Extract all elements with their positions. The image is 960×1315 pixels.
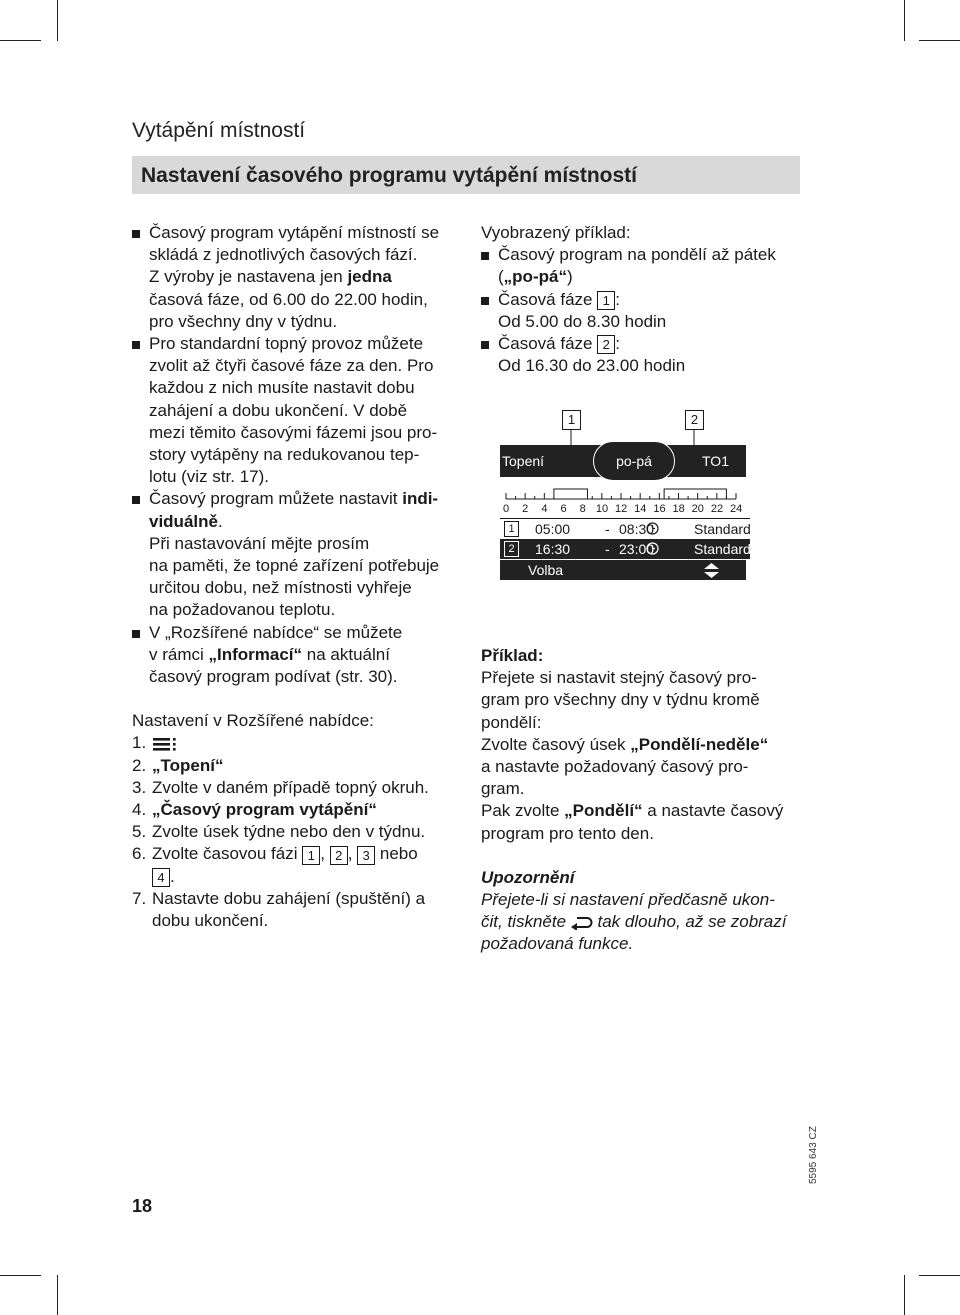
step-1: 1.: [132, 732, 467, 754]
step-5: 5. Zvolte úsek týdne nebo den v týdnu.: [132, 822, 426, 842]
step-2: 2. „Topení“: [132, 755, 224, 775]
phase-marker-1: 1: [562, 410, 581, 430]
example-intro: Vyobrazený příklad:: [481, 223, 631, 242]
select-row[interactable]: [500, 560, 746, 580]
phase-box-3: 3: [357, 846, 375, 865]
document-code: 5595 643 CZ: [808, 1126, 819, 1184]
row-index: 1: [504, 521, 519, 537]
note-title: Upozornění: [481, 867, 575, 887]
hour-tick-label: 14: [634, 503, 647, 515]
hour-tick-label: 24: [730, 503, 743, 515]
day-selector[interactable]: po-pá: [593, 441, 675, 481]
left-column: [132, 222, 467, 932]
hour-tick-label: 22: [710, 503, 724, 515]
page-number: 18: [132, 1196, 153, 1216]
clock-icon: [646, 522, 659, 535]
bullet-1: Časový program vytápění místností se skládá z jednotlivých časových fází. Z výroby je nastavena jen jedna časová fáze, od 6.00 do 22.00 hodin, pro všechny dny v týdnu.: [132, 222, 467, 333]
phase-block: [554, 489, 588, 499]
phase-mode: Standard: [694, 521, 751, 537]
phase-end: 08:30: [619, 521, 655, 537]
bullet-square: [132, 341, 140, 349]
bullet-3: Časový program můžete nastavit indi- viduálně. Při nastavování mějte prosím na paměti, že topné zařízení potřebuje určitou dobu, než místnosti vyhřeje na požadovanou teplotu.: [132, 488, 467, 621]
select-label: Volba: [528, 562, 564, 578]
hour-tick-label: 0: [503, 503, 510, 515]
bullet-square: [132, 230, 140, 238]
controller-display: [500, 405, 750, 585]
phase-box-1: 1: [302, 846, 320, 865]
bullet-square: [132, 630, 140, 638]
clock-icon: [646, 542, 659, 555]
hour-tick-label: 4: [541, 503, 548, 515]
up-down-arrow-icon: [704, 563, 719, 578]
back-icon: [571, 916, 593, 930]
phase-end: 23:00: [619, 541, 655, 557]
crop-mark: [919, 40, 960, 41]
phase-box-4: 4: [152, 868, 170, 887]
hour-tick-label: 20: [691, 503, 704, 515]
bullet-4: V „Rozšířené nabídce“ se můžete v rámci „Informací“ na aktuální časový program podívat (str. 30).: [132, 622, 467, 689]
phase-box-2: 2: [597, 335, 615, 354]
hour-tick-label: 10: [595, 503, 609, 515]
section-title: Vytápění místností: [132, 119, 306, 142]
right-bullet-2: Časová fáze 1 : Od 5.00 do 8.30 hodin: [481, 289, 811, 333]
phase-mode: Standard: [694, 541, 751, 557]
hour-tick-label: 12: [615, 503, 628, 515]
phase-row-1[interactable]: [500, 518, 750, 540]
banner-title: Nastavení časového programu vytápění místností: [141, 164, 637, 187]
step-7: 7. Nastavte dobu zahájení (spuštění) a dobu ukončení.: [132, 888, 426, 931]
steps-title: Nastavení v Rozšířené nabídce:: [132, 711, 374, 731]
bullet-square: [481, 252, 489, 260]
phase-box-1: 1: [597, 291, 615, 310]
step-6: 6. Zvolte časovou fázi 1 , 2 , 3 nebo 4 .: [132, 844, 418, 886]
right-column-top: [481, 222, 811, 377]
hour-tick-label: 8: [579, 503, 586, 515]
crop-mark: [0, 1275, 41, 1276]
phase-start: 05:00: [535, 521, 571, 537]
right-column-bottom: Příklad: Přejete si nastavit stejný časový pro- gram pro všechny dny v týdnu kromě pondělí: Zvolte časový úsek „Pondělí-neděle“ a nastavte požadovaný časový pro- gram. Pak zvolte „Pondělí“ a nastavte časový program pro tento den. Upozornění Přejete-li si nastavení předčasně ukon- čit, tiskněte tak dlouho, až se zobrazí požadovaná funkce.: [481, 645, 811, 956]
phase-row-2[interactable]: [500, 539, 750, 559]
circuit-label: TO1: [702, 453, 729, 469]
bullet-square: [132, 496, 140, 504]
page-banner: [132, 156, 800, 194]
phase-box-2: 2: [330, 846, 348, 865]
crop-mark: [904, 0, 905, 41]
hour-tick-label: 18: [672, 503, 685, 515]
step-4: 4. „Časový program vytápění“: [132, 800, 377, 820]
bullet-square: [481, 341, 489, 349]
bullet-square: [481, 297, 489, 305]
phase-marker-2: 2: [685, 410, 704, 430]
crop-mark: [0, 40, 41, 41]
crop-mark: [904, 1275, 905, 1315]
phase-sep: -: [605, 521, 610, 537]
hour-tick-label: 6: [560, 503, 567, 515]
crop-mark: [57, 0, 58, 41]
phase-start: 16:30: [535, 541, 571, 557]
hour-tick-label: 16: [653, 503, 666, 515]
example-title: Příklad:: [481, 646, 544, 665]
bullet-2: Pro standardní topný provoz můžete zvolit až čtyři časové fáze za den. Pro každou z nich musíte nastavit dobu zahájení a dobu ukončení. V době mezi těmito časovými fázemi jsou pro- story vytápěny na redukovanou tep- lotu (viz str. 17).: [132, 333, 467, 488]
crop-mark: [57, 1275, 58, 1315]
hour-tick-label: 2: [522, 503, 529, 515]
right-bullet-3: Časová fáze 2 : Od 16.30 do 23.00 hodin: [481, 333, 811, 377]
right-bullet-1: Časový program na pondělí až pátek („po-pá“): [481, 244, 811, 288]
crop-mark: [919, 1275, 960, 1276]
row-index: 2: [504, 541, 519, 557]
mode-label: Topení: [502, 453, 545, 469]
phase-sep: -: [605, 541, 610, 557]
menu-icon: [152, 736, 178, 752]
step-3: 3. Zvolte v daném případě topný okruh.: [132, 777, 429, 797]
